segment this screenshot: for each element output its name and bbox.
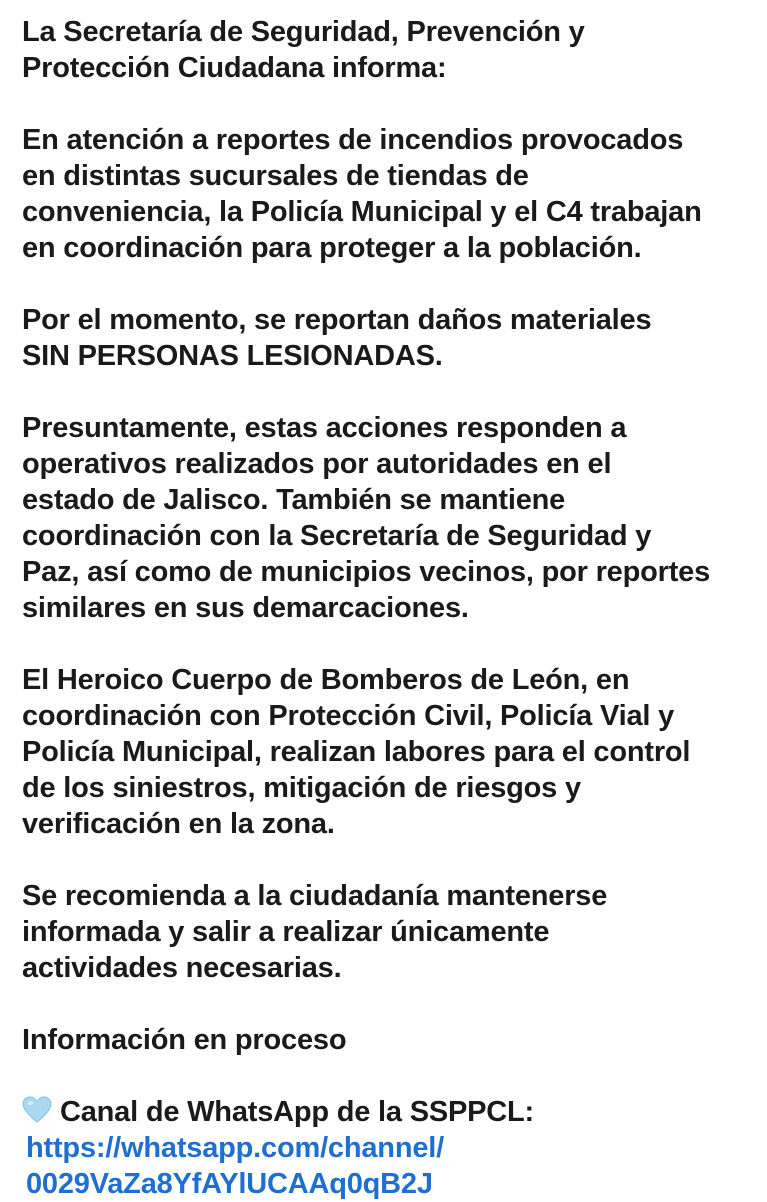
channel-label: Canal de WhatsApp de la SSPPCL: [60, 1096, 534, 1128]
link-line[interactable]: 0029VaZa8YfAYlUCAAq0qB2J [26, 1168, 433, 1200]
text-line: Policía Municipal, realizan labores para el control [22, 736, 691, 768]
message-body [22, 14, 762, 1202]
text-line: en distintas sucursales de tiendas de [22, 160, 529, 192]
text-line: en coordinación para proteger a la población. [22, 232, 642, 264]
channel-label-row [22, 1094, 762, 1130]
whatsapp-channel-link[interactable] [22, 1130, 762, 1202]
link-line[interactable]: https://whatsapp.com/channel/ [26, 1132, 444, 1164]
light-blue-heart-icon [22, 1096, 52, 1124]
text-line: Por el momento, se reportan daños materiales [22, 304, 652, 336]
text-line: operativos realizados por autoridades en el [22, 448, 612, 480]
text-line: coordinación con Protección Civil, Policía Vial y [22, 700, 675, 732]
text-line: actividades necesarias. [22, 952, 342, 984]
paragraph-bomberos [22, 662, 762, 842]
text-line: En atención a reportes de incendios provocados [22, 124, 684, 156]
text-line: de los siniestros, mitigación de riesgos y [22, 772, 581, 804]
text-line: coordinación con la Secretaría de Seguridad y [22, 520, 652, 552]
text-line: SIN PERSONAS LESIONADAS. [22, 340, 443, 372]
whatsapp-channel [22, 1094, 762, 1202]
text-line: Información en proceso [22, 1024, 347, 1056]
paragraph-presuntamente [22, 410, 762, 626]
text-line: Se recomienda a la ciudadanía mantenerse [22, 880, 608, 912]
text-line: verificación en la zona. [22, 808, 335, 840]
text-line: Protección Ciudadana informa: [22, 52, 447, 84]
paragraph-recomendacion [22, 878, 762, 986]
text-line: Presuntamente, estas acciones responden a [22, 412, 627, 444]
paragraph-incendios [22, 122, 762, 266]
text-line: similares en sus demarcaciones. [22, 592, 469, 624]
text-line: La Secretaría de Seguridad, Prevención y [22, 16, 585, 48]
text-line: El Heroico Cuerpo de Bomberos de León, en [22, 664, 630, 696]
text-line: conveniencia, la Policía Municipal y el C4 trabajan [22, 196, 702, 228]
message-header [22, 14, 762, 86]
text-line: estado de Jalisco. También se mantiene [22, 484, 566, 516]
paragraph-informacion [22, 1022, 762, 1058]
paragraph-danos [22, 302, 762, 374]
text-line: Paz, así como de municipios vecinos, por reportes [22, 556, 711, 588]
text-line: informada y salir a realizar únicamente [22, 916, 550, 948]
